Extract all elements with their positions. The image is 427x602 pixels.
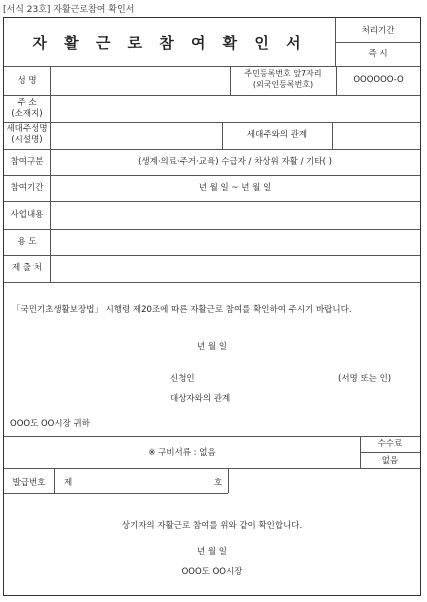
address-label-line2: (소재지) [11, 109, 43, 119]
name-label: 성 명 [17, 76, 37, 86]
request-statement: 「국민기초생활보장법」 시행령 제20조에 따른 자활근로 참여를 확인하여 주시기 바랍니다. [12, 305, 352, 315]
fee-value: 없음 [381, 456, 399, 466]
label-column-divider [50, 66, 51, 282]
participation-type-value[interactable]: (생계·의료·주거·교육) 수급자 / 차상위 자활 / 기타( ) [138, 157, 332, 167]
issue-right-divider [228, 468, 229, 493]
issue-label-divider [54, 468, 55, 493]
processing-period-label: 처리기간 [361, 26, 395, 36]
form-number-header: [서식 23호] 자활근로참여 확인서 [3, 5, 135, 15]
address-label-line1: 주 소 [17, 98, 37, 108]
submit-to-label: 제 출 처 [11, 263, 43, 273]
row-line-2 [4, 122, 420, 123]
addressee: OOO도 OO시장 귀하 [10, 419, 90, 429]
form-title: 자 활 근 로 참 여 확 인 서 [32, 34, 307, 52]
participation-type-label: 참여구분 [10, 157, 44, 167]
row-line-4 [4, 175, 420, 176]
row-line-8 [4, 282, 420, 283]
business-label: 사업내용 [10, 210, 44, 220]
fee-inner-line [360, 452, 420, 453]
id-label-line2: (외국인등록번호) [252, 80, 314, 89]
signature-label: (서명 또는 인) [338, 374, 392, 384]
row-line-7 [4, 255, 420, 256]
confirmation-statement: 상기자의 자활근로 참여를 위와 같이 확인합니다. [121, 521, 303, 531]
request-bottom-line [4, 436, 420, 437]
householder-label-line1: 세대주성명 [6, 124, 48, 134]
id-label-line1: 주민등록번호 앞7자리 [244, 69, 322, 78]
processing-period-divider [335, 42, 421, 43]
row-line-1 [4, 95, 420, 96]
id-value[interactable]: OOOOOO-O [353, 75, 404, 85]
row-line-5 [4, 201, 420, 202]
issue-number-label: 발급번호 [12, 478, 46, 488]
fee-label: 수수료 [377, 439, 403, 449]
purpose-label: 용 도 [17, 237, 37, 247]
issue-number-suffix: 호 [214, 478, 223, 488]
row-line-6 [4, 229, 420, 230]
form-frame [3, 17, 421, 596]
row-line-3 [4, 149, 420, 150]
householder-relation-label: 세대주와의 관계 [246, 130, 308, 140]
confirmation-issuer: OOO도 OO시장 [181, 567, 243, 577]
householder-label-line2: (시설명) [11, 135, 43, 145]
relation-label: 대상자와의 관계 [170, 394, 231, 404]
request-date: 년 월 일 [196, 342, 228, 352]
confirmation-date: 년 월 일 [196, 547, 228, 557]
processing-period-value: 즉 시 [368, 49, 388, 59]
participation-period-value[interactable]: 년 월 일 ~ 년 월 일 [198, 183, 272, 193]
title-bottom-line [4, 66, 420, 67]
participation-period-label: 참여기간 [10, 183, 44, 193]
required-documents-note: ※ 구비서류 : 없음 [148, 448, 216, 458]
householder-relation-divider [332, 122, 333, 149]
issue-number-prefix: 제 [64, 478, 73, 488]
applicant-label: 신청인 [170, 374, 195, 384]
issue-bottom-line [4, 493, 228, 494]
fee-bottom-line [4, 468, 420, 469]
